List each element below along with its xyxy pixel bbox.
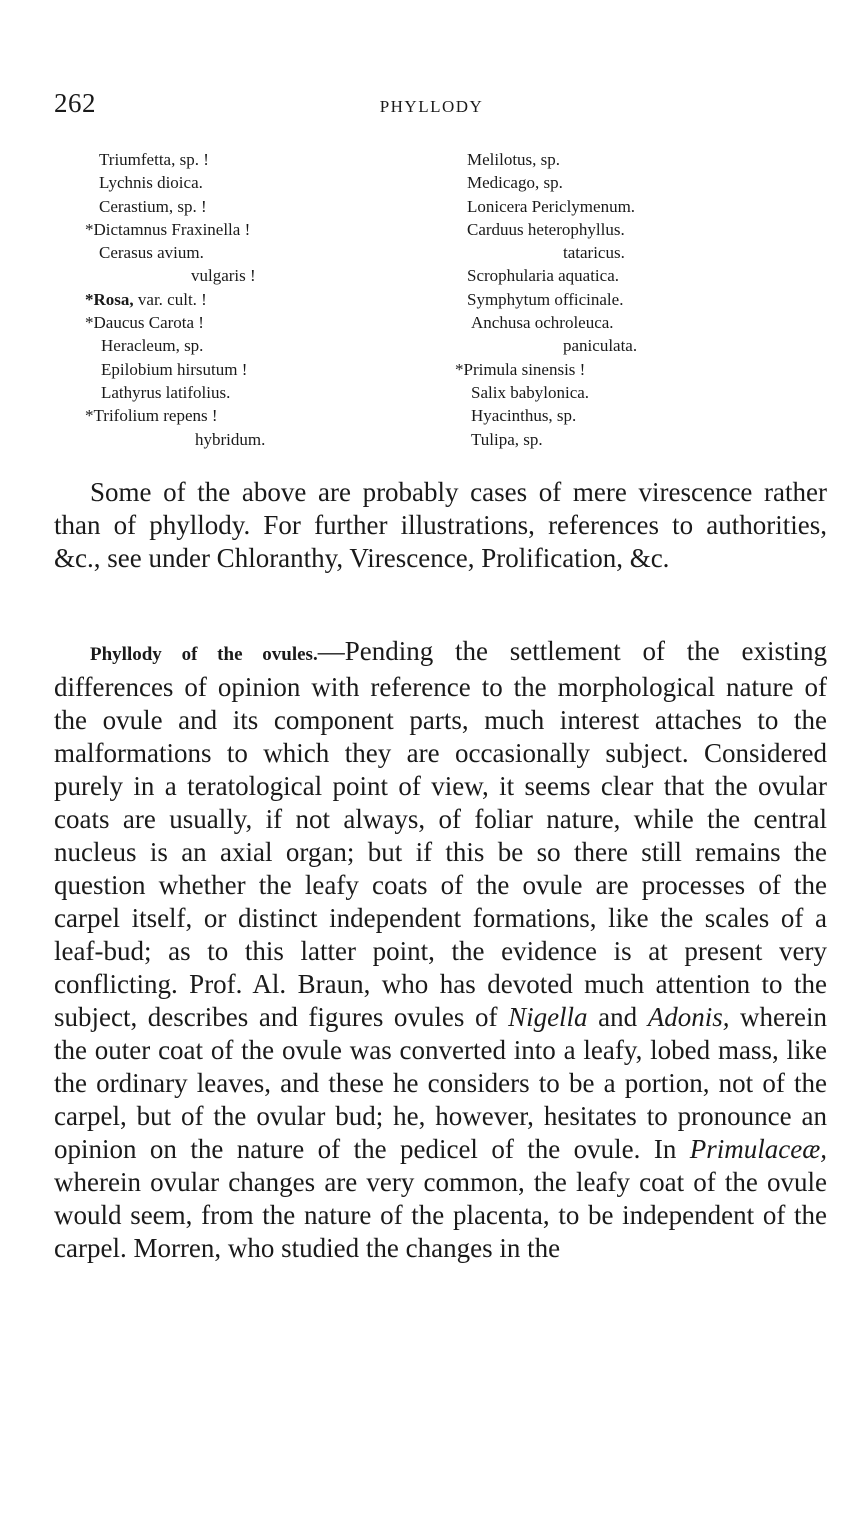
body-text: and: [587, 1002, 648, 1032]
list-item: *Primula sinensis !: [455, 359, 586, 379]
bold-entry: *Rosa,: [85, 289, 134, 309]
list-item: Cerastium, sp. !: [99, 196, 207, 216]
list-item: *Trifolium repens !: [85, 406, 218, 426]
list-item: Medicago, sp.: [467, 173, 563, 193]
body-text: —Pending the settlement of the existing differences of opinion with reference to the morphological nature of the ovule and its component parts, much interest attaches to the malformations to which they are occasionally subject. Considered purely in a teratological point of view, it seems clear that the ovular coats are usually, if not always, of foliar nature, while the central nucleus is an axial organ; but if this be so there still remains the question whether the leafy coats of the ovule are processes of the carpel itself, or distinct independent formations, like the scales of a leaf-bud; as to this latter point, the evidence is at present very conflicting. Prof. Al. Braun, who has devoted much attention to the subject, describes and figures ovules of: [54, 636, 827, 1032]
list-item: Anchusa ochroleuca.: [471, 313, 614, 333]
italic-genus: Adonis,: [647, 1002, 730, 1032]
list-item: Symphytum officinale.: [467, 289, 624, 309]
list-item: *Dictamnus Fraxinella !: [85, 219, 251, 239]
list-item: Cerasus avium.: [99, 243, 204, 263]
list-item: Tulipa, sp.: [471, 429, 543, 449]
list-item: vulgaris !: [191, 266, 256, 286]
list-item: tataricus.: [563, 243, 625, 263]
paragraph-phyllody-note: Some of the above are probably cases of mere virescence rather than of phyllody. For further illustrations, references to authorities, &c., see under Chloranthy, Virescence, Prolification, &c.: [54, 477, 827, 573]
list-item: Heracleum, sp.: [101, 336, 204, 356]
list-item: Epilobium hirsutum !: [101, 359, 248, 379]
list-item: Lonicera Periclymenum.: [467, 196, 636, 216]
list-item: Salix babylonica.: [471, 382, 590, 402]
page-number: 262: [54, 88, 96, 118]
body-text: wherein ovular changes are very common, the leafy coat of the ovule would seem, from the nature of the placenta, to be independent of the carpel. Morren, who studied the changes in the: [54, 1167, 827, 1263]
run-in-heading: Phyllody of the ovules.: [90, 644, 318, 665]
list-item: Lychnis dioica.: [99, 173, 203, 193]
list-item: Triumfetta, sp. !: [99, 150, 209, 169]
body-text: wherein the outer coat of the ovule was converted into a leafy, lobed mass, like the ordinary leaves, and these he considers to be a portion, not of the carpel, but of the ovular bud; he, however, hesitates to pronounce an opinion on the nature of the pedicel of the ovule. In: [54, 1002, 827, 1164]
running-title: PHYLLODY: [379, 97, 484, 116]
list-item: Scrophularia aquatica.: [467, 266, 619, 286]
italic-genus: Nigella: [508, 1002, 588, 1032]
paragraph-phyllody-ovules: [54, 635, 827, 1265]
list-item: Hyacinthus, sp.: [471, 406, 577, 426]
species-list-left: [85, 148, 415, 451]
italic-family: Primulaceæ,: [689, 1134, 827, 1164]
list-item: *Daucus Carota !: [85, 313, 204, 333]
list-item: Melilotus, sp.: [467, 150, 561, 169]
list-item: hybridum.: [195, 429, 266, 449]
list-item: Lathyrus latifolius.: [101, 382, 231, 402]
list-item: paniculata.: [563, 336, 638, 356]
list-item: *Rosa, var. cult. !: [85, 289, 207, 309]
species-list-right: [455, 148, 815, 451]
list-item: Carduus heterophyllus.: [467, 219, 625, 239]
